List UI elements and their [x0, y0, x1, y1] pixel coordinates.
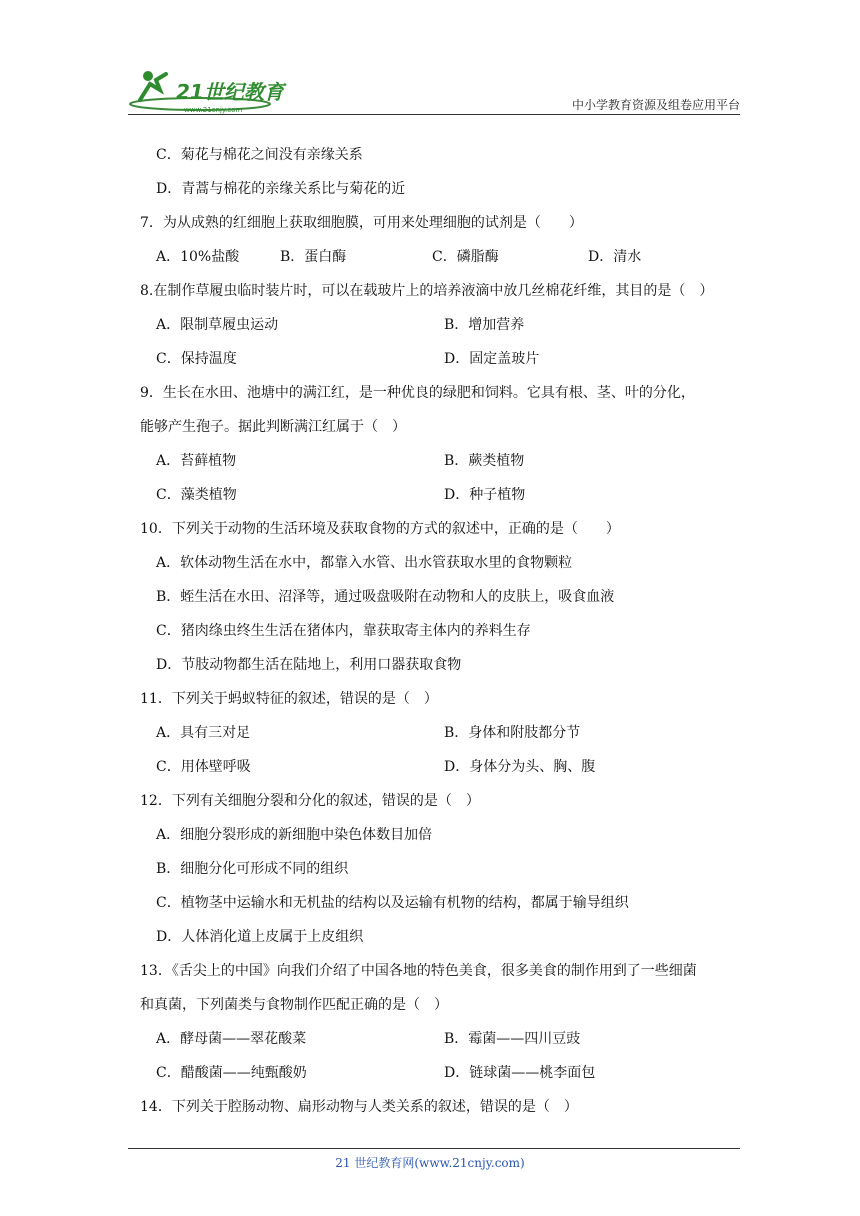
option-a: A．软体动物生活在水中，都靠入水管、出水管获取水里的食物颗粒 — [156, 555, 573, 571]
option-b: B．蛭生活在水田、沼泽等，通过吸盘吸附在动物和人的皮肤上，吸食血液 — [156, 589, 615, 605]
option-c: C．猪肉绦虫终生生活在猪体内，靠获取寄主体内的养料生存 — [156, 623, 531, 639]
platform-name: 中小学教育资源及组卷应用平台 — [571, 98, 740, 112]
option-row — [140, 478, 740, 512]
question-10: 10．下列关于动物的生活环境及获取食物的方式的叙述中，正确的是（ ） — [140, 521, 620, 537]
question-8: 8.在制作草履虫临时装片时，可以在载玻片上的培养液滴中放几丝棉花纤维，其目的是（ ） — [140, 283, 714, 299]
option-row — [140, 444, 740, 478]
option-a: A．限制草履虫运动 — [156, 317, 279, 333]
question-14: 14．下列关于腔肠动物、扁形动物与人类关系的叙述，错误的是（ ） — [140, 1099, 578, 1115]
option-line: D．青蒿与棉花的亲缘关系比与菊花的近 — [156, 181, 406, 197]
question-content — [140, 138, 740, 1124]
option-row — [140, 1056, 740, 1090]
option-row — [140, 1022, 740, 1056]
option-row — [140, 750, 740, 784]
option-a: A．具有三对足 — [156, 725, 251, 741]
option-d: D．种子植物 — [444, 487, 526, 503]
option-d: D．人体消化道上皮属于上皮组织 — [156, 929, 364, 945]
option-c: C．磷脂酶 — [432, 249, 499, 265]
svg-text:21世纪教育: 21世纪教育 — [176, 80, 284, 104]
option-b: B．蛋白酶 — [280, 249, 347, 265]
option-row — [140, 342, 740, 376]
footer-divider — [128, 1148, 740, 1149]
page-header — [128, 66, 740, 116]
question-9: 9．生长在水田、池塘中的满江红，是一种优良的绿肥和饲料。它具有根、茎、叶的分化， — [140, 385, 695, 401]
option-d: D．清水 — [588, 249, 642, 265]
option-line: C．菊花与棉花之间没有亲缘关系 — [156, 147, 363, 163]
option-b: B．蕨类植物 — [444, 453, 525, 469]
question-12: 12．下列有关细胞分裂和分化的叙述，错误的是（ ） — [140, 793, 480, 809]
option-c: C．保持温度 — [156, 351, 237, 367]
option-row — [140, 240, 740, 274]
option-b: B．增加营养 — [444, 317, 525, 333]
option-d: D．节肢动物都生活在陆地上，利用口器获取食物 — [156, 657, 462, 673]
option-a: A．酵母菌——翠花酸菜 — [156, 1031, 307, 1047]
option-a: A．细胞分裂形成的新细胞中染色体数目加倍 — [156, 827, 433, 843]
21cnjy-logo — [128, 66, 298, 114]
question-13: 13．《舌尖上的中国》向我们介绍了中国各地的特色美食，很多美食的制作用到了一些细菌 — [140, 963, 697, 979]
option-c: C．用体壁呼吸 — [156, 759, 251, 775]
question-11: 11．下列关于蚂蚁特征的叙述，错误的是（ ） — [140, 691, 438, 707]
question-9-cont: 能够产生孢子。据此判断满江红属于（ ） — [140, 419, 406, 435]
option-row — [140, 308, 740, 342]
option-b: B．细胞分化可形成不同的组织 — [156, 861, 349, 877]
option-b: B．霉菌——四川豆豉 — [444, 1031, 581, 1047]
option-d: D．链球菌——桃李面包 — [444, 1065, 596, 1081]
option-row — [140, 716, 740, 750]
svg-text:www.21cnjy.com: www.21cnjy.com — [184, 106, 243, 114]
option-a: A．10%盐酸 — [156, 249, 240, 265]
option-d: D．身体分为头、胸、腹 — [444, 759, 596, 775]
option-b: B．身体和附肢都分节 — [444, 725, 581, 741]
footer-link[interactable]: 21 世纪教育网(www.21cnjy.com) — [335, 1156, 525, 1170]
option-c: C．藻类植物 — [156, 487, 237, 503]
question-7: 7．为从成熟的红细胞上获取细胞膜，可用来处理细胞的试剂是（ ） — [140, 215, 583, 231]
option-d: D．固定盖玻片 — [444, 351, 540, 367]
option-c: C．醋酸菌——纯甄酸奶 — [156, 1065, 307, 1081]
question-13-cont: 和真菌，下列菌类与食物制作匹配正确的是（ ） — [140, 997, 448, 1013]
header-divider — [128, 114, 740, 115]
option-a: A．苔藓植物 — [156, 453, 237, 469]
option-c: C．植物茎中运输水和无机盐的结构以及运输有机物的结构，都属于输导组织 — [156, 895, 629, 911]
